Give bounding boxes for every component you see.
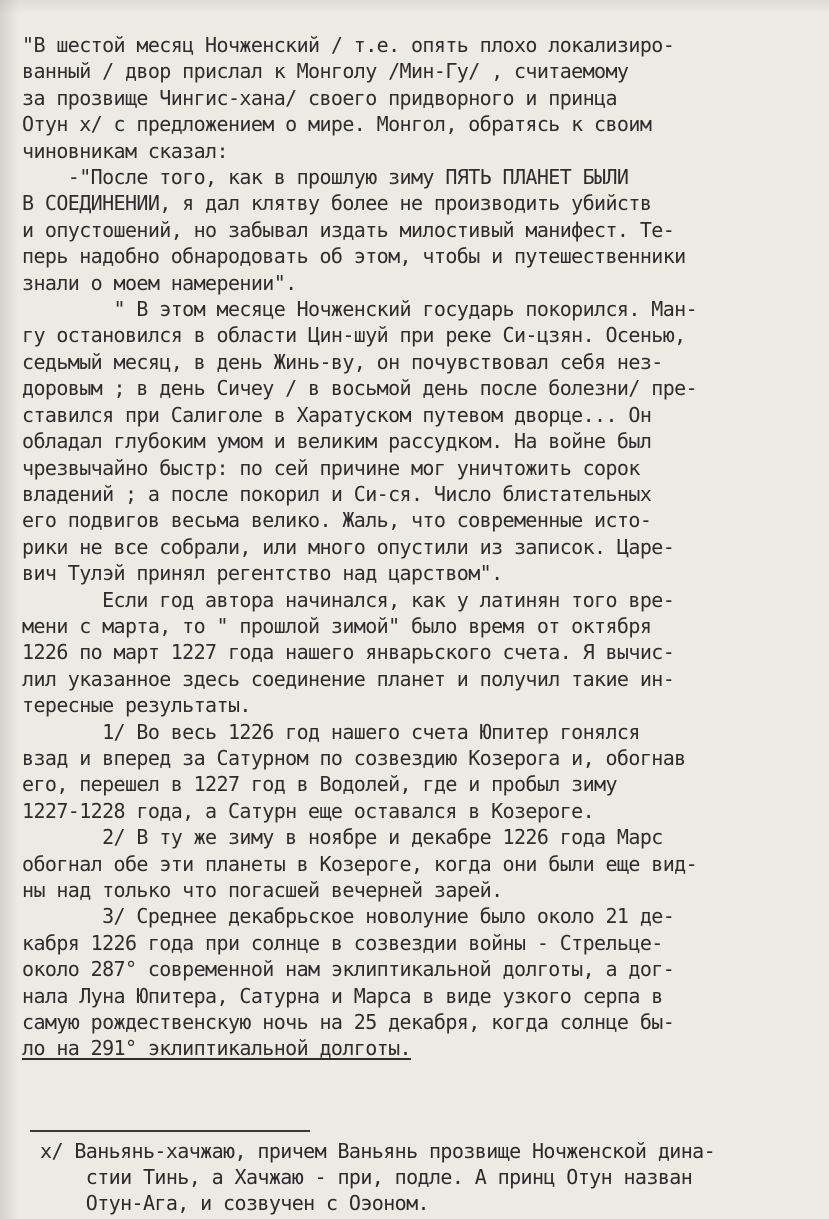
text-line: самую рождественскую ночь на 25 декабря, когда солнце бы- — [22, 1010, 675, 1035]
text-line: ло на 291° эклиптикальной долготы. — [22, 1036, 411, 1061]
text-line: лил указанное здесь соединение планет и получил такие ин- — [22, 666, 675, 691]
text-line: седьмый месяц, в день Жинь-ву, он почувствовал себя нез- — [22, 349, 663, 374]
text-line: владений ; а после покорил и Си-ся. Число блистательных — [22, 481, 652, 506]
text-line: около 287° современной нам эклиптикальной долготы, а дог- — [22, 957, 675, 982]
text-line: Если год автора начинался, как у латинян того вре- — [22, 587, 675, 612]
text-line: чрезвычайно быстр: по сей причине мог уничтожить сорок — [22, 455, 640, 480]
footnote-divider — [30, 1130, 310, 1132]
text-line: обогнал обе эти планеты в Козероге, когда они были еще вид- — [22, 851, 698, 876]
text-line: "В шестой месяц Ночженский / т.е. опять плохо локализиро- — [22, 33, 675, 57]
text-line: Отун x/ с предложением о мире. Монгол, обратясь к своим — [22, 112, 652, 137]
text-line: кабря 1226 года при солнце в созвездии войны - Стрельце- — [22, 930, 663, 955]
footnote-line: стии Тинь, а Хачжаю - при, подле. А принц Отун назван — [40, 1165, 693, 1189]
text-line: рики не все собрали, или много опустили из записок. Царе- — [22, 534, 675, 559]
text-line: 1227-1228 года, а Сатурн еще оставался в Козероге. — [22, 798, 595, 823]
text-line: 3/ Среднее декабрьское новолуние было около 21 де- — [22, 904, 675, 929]
text-line: его, перешел в 1227 год в Водолей, где и пробыл зиму — [22, 772, 617, 797]
text-line: мени с марта, то " прошлой зимой" было время от октября — [22, 613, 652, 638]
text-line: ны над только что погасшей вечерней зарей. — [22, 878, 503, 902]
text-line: ставился при Салиголе в Харатуском путевом дворце... Он — [22, 402, 652, 427]
text-line: вич Тулэй принял регентство над царством". — [22, 561, 503, 586]
text-line: 2/ В ту же зиму в ноябре и декабре 1226 года Марс — [22, 825, 663, 850]
text-line: знали о моем намерении". — [22, 270, 297, 295]
body-text — [22, 32, 819, 1062]
text-line: -"После того, как в прошлую зиму ПЯТЬ ПЛАНЕТ БЫЛИ — [22, 165, 629, 190]
text-line: взад и вперед за Сатурном по созвездию Козерога и, обогнав — [22, 745, 686, 770]
text-line: 1226 по март 1227 года нашего январьского счета. Я вычис- — [22, 640, 675, 665]
text-line: тересные результаты. — [22, 693, 251, 718]
text-line: гу остановился в области Цин-шуй при реке Си-цзян. Осенью, — [22, 323, 686, 348]
text-line: 1/ Во весь 1226 год нашего счета Юпитер гонялся — [22, 719, 640, 744]
text-line: и опустошений, но забывал издать милостивый манифест. Те- — [22, 217, 675, 242]
text-line: обладал глубоким умом и великим рассудком. На войне был — [22, 429, 652, 454]
text-line: доровым ; в день Сичеу / в восьмой день после болезни/ пре- — [22, 376, 698, 401]
text-line: В СОЕДИНЕНИИ, я дал клятву более не производить убийств — [22, 191, 652, 216]
text-line: за прозвище Чингис-хана/ своего придворного и принца — [22, 85, 617, 110]
text-line: ванный / двор прислал к Монголу /Мин-Гу/ , считаемому — [22, 59, 629, 84]
text-line: нала Луна Юпитера, Сатурна и Марса в виде узкого серпа в — [22, 983, 663, 1008]
text-line: чиновникам сказал: — [22, 138, 228, 163]
text-line: перь надобно обнародовать об этом, чтобы и путешественники — [22, 244, 686, 269]
text-line: его подвигов весьма велико. Жаль, что современные исто- — [22, 508, 652, 533]
footnote-line: x/ Ваньянь-хачжаю, причем Ваньянь прозвище Ночженской дина- — [40, 1139, 716, 1163]
footnote-line: Отун-Ага, и созвучен с Оэоном. — [40, 1191, 429, 1215]
text-line: " В этом месяце Ночженский государь покорился. Ман- — [22, 297, 698, 322]
